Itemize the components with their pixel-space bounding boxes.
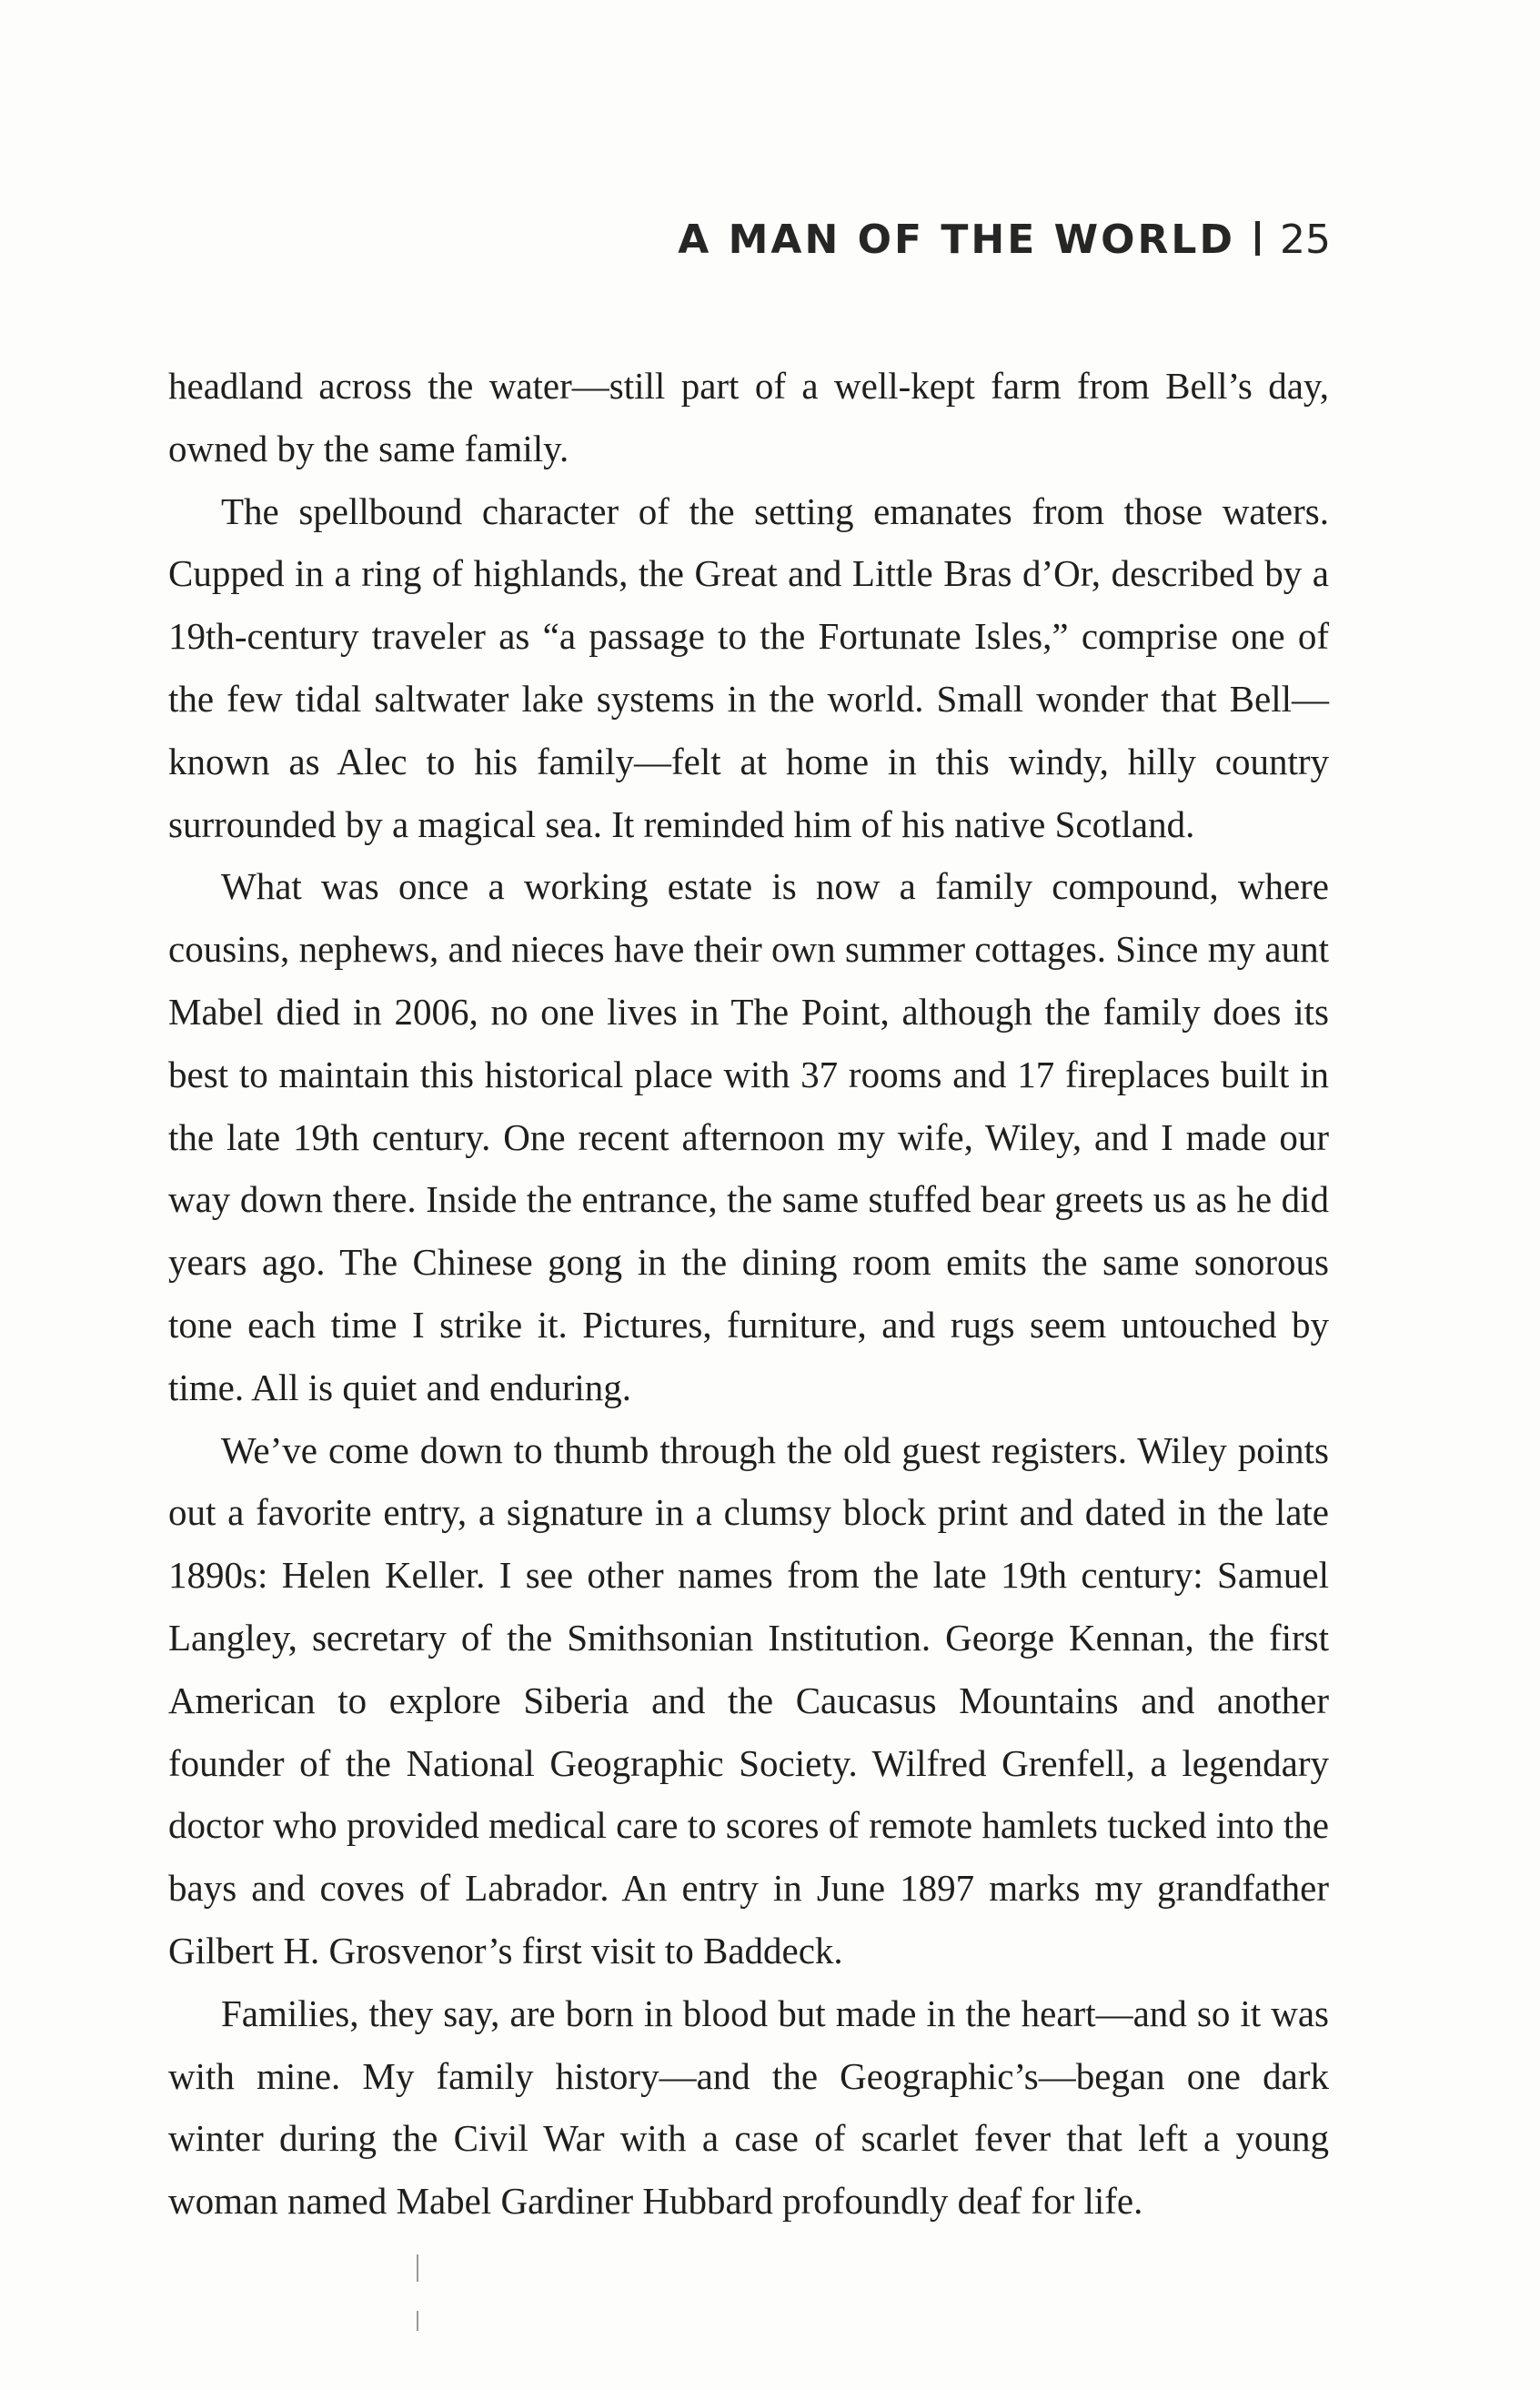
running-head-separator xyxy=(1255,221,1260,256)
scan-mark xyxy=(417,2311,418,2331)
paragraph-continued: headland across the water—still part of a well-kept farm from Bell’s day, owned by the same family. xyxy=(168,365,1329,469)
running-head xyxy=(678,217,1331,263)
body-text xyxy=(168,355,1329,2233)
page-number: 25 xyxy=(1280,217,1331,263)
paragraph: We’ve come down to thumb through the old guest registers. Wiley points out a favorite entry, a signature in a clumsy block print and dated in the late 1890s: Helen Keller. I see other names from the late 19th century: Samuel Langley, secretary of the Smithsonian Institution. George Kennan, the first American to explore Siberia and the Caucasus Mountains and another founder of the National Geographic Society. Wilfred Grenfell, a legendary doctor who provided medical care to scores of remote hamlets tucked into the bays and coves of Labrador. An entry in June 1897 marks my grandfather Gilbert H. Grosvenor’s first visit to Baddeck. xyxy=(168,1428,1329,1971)
scan-mark xyxy=(417,2254,418,2282)
paragraph: Families, they say, are born in blood but made in the heart—and so it was with mine. My family history—and the Geographic’s—began one dark winter during the Civil War with a case of scarlet fever that left a young woman named Mabel Gardiner Hubbard profoundly deaf for life. xyxy=(168,1992,1329,2223)
paragraph: The spellbound character of the setting emanates from those waters. Cupped in a ring of highlands, the Great and Little Bras d’Or, described by a 19th-century traveler as “a passage to the Fortunate Isles,” comprise one of the few tidal saltwater lake systems in the world. Small wonder that Bell—known as Alec to his family—felt at home in this windy, hilly country surrounded by a magical sea. It reminded him of his native Scotland. xyxy=(168,489,1329,845)
running-head-title: A MAN OF THE WORLD xyxy=(678,217,1235,263)
paragraph: What was once a working estate is now a family compound, where cousins, nephews, and nieces have their own summer cottages. Since my aunt Mabel died in 2006, no one lives in The Point, although the family does its best to maintain this historical place with 37 rooms and 17 fireplaces built in the late 19th century. One recent afternoon my wife, Wiley, and I made our way down there. Inside the entrance, the same stuffed bear greets us as he did years ago. The Chinese gong in the dining room emits the same sonorous tone each time I strike it. Pictures, furniture, and rugs seem untouched by time. All is quiet and enduring. xyxy=(168,865,1329,1408)
